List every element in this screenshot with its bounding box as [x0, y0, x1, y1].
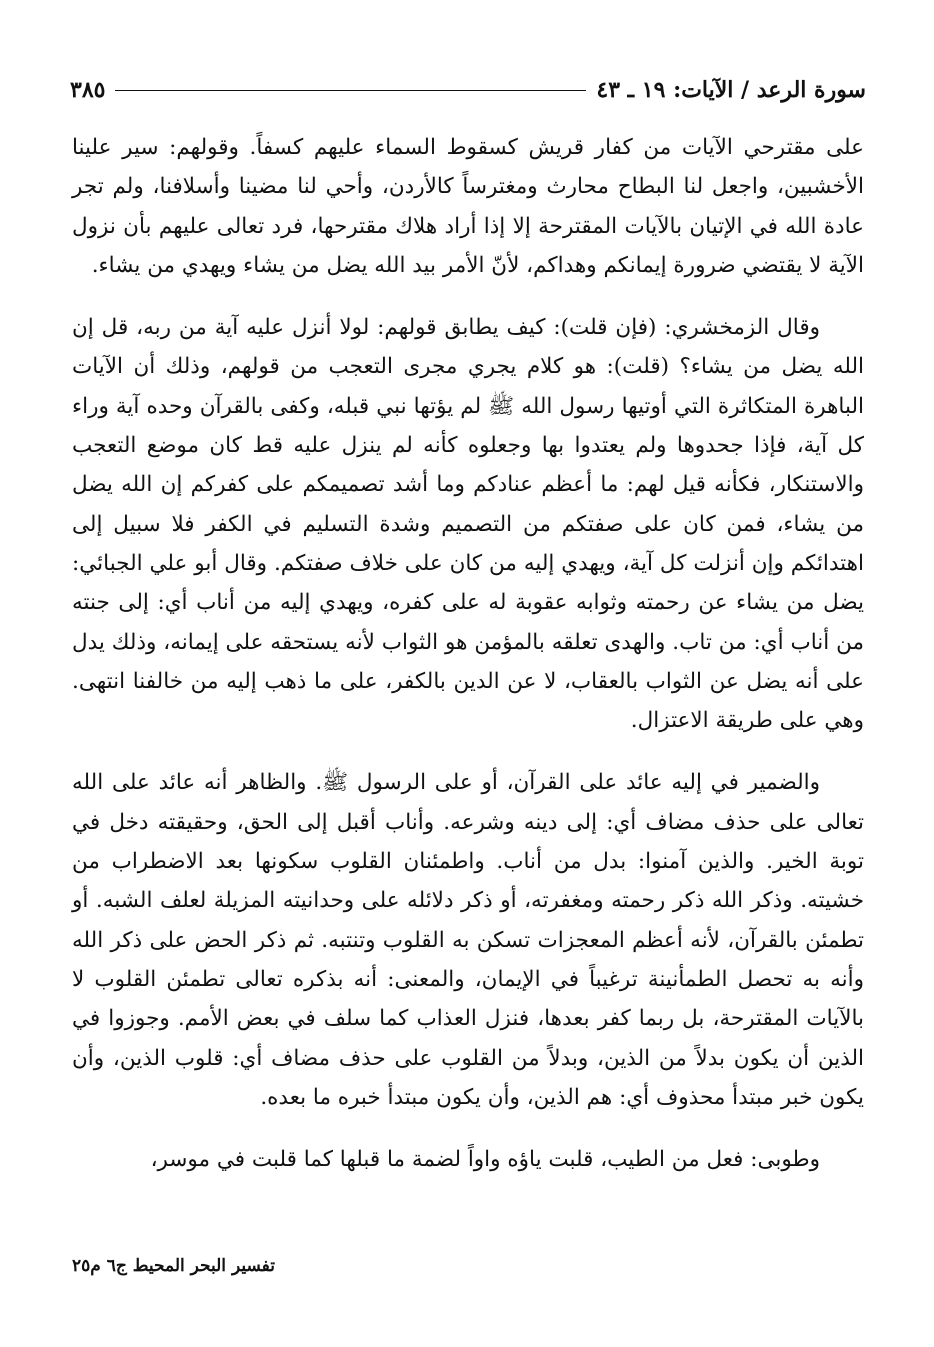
chapter-title: سورة الرعد / الآيات: ١٩ ـ ٤٣ [596, 77, 866, 103]
header-rule [115, 90, 586, 91]
main-text [72, 128, 864, 1202]
running-header [70, 70, 866, 110]
paragraph-4: وطوبى: فعل من الطيب، قلبت ياؤه واواً لضمة ما قبلها كما قلبت في موسر، [150, 1147, 820, 1173]
signature-mark: تفسير البحر المحيط ج٦ م٢٥ [72, 1256, 275, 1276]
paragraph-3: والضمير في إليه عائد على القرآن، أو على الرسول ﷺ. والظاهر أنه عائد على الله تعالى على حذف مضاف أي: إلى دينه وشرعه. وأناب أقبل إلى الحق، وحقيقته دخل في توبة الخير. والذين آمنوا: بدل من أناب. واطمئنان القلوب سكونها بعد الاضطراب من خشيته. وذكر الله ذكر رحمته ومغفرته، أو ذكر دلائله على وحدانيته المزيلة لعلف الشبه. أو تطمئن بالقرآن، لأنه أعظم المعجزات تسكن به القلوب وتنتبه. ثم ذكر الحض على ذكر الله وأنه به تحصل الطمأنينة ترغيباً في الإيمان، والمعنى: أنه بذكره تعالى تطمئن القلوب لا بالآيات المقترحة، بل ربما كفر بعدها، فنزل العذاب كما سلف في بعض الأمم. وجوزوا في الذين أن يكون بدلاً من الذين، وبدلاً من القلوب على حذف مضاف أي: قلوب الذين، وأن يكون خبر مبتدأ محذوف أي: هم الذين، وأن يكون مبتدأ خبره ما بعده. [72, 770, 864, 1110]
page-number: ٣٨٥ [70, 77, 106, 103]
paragraph-1: على مقترحي الآيات من كفار قريش كسقوط السماء عليهم كسفاً. وقولهم: سير علينا الأخشبين، واجعل لنا البطاح محارث ومغترساً كالأردن، وأحي لنا مضينا وأسلافنا، ولم تجر عادة الله في الإتيان بالآيات المقترحة إلا إذا أراد هلاك مقترحها، فرد تعالى عليهم بأن نزول الآية لا يقتضي ضرورة إيمانكم وهداكم، لأنّ الأمر بيد الله يضل من يشاء ويهدي من يشاء. [72, 135, 864, 278]
paragraph-2: وقال الزمخشري: (فإن قلت): كيف يطابق قولهم: لولا أنزل عليه آية من ربه، قل إن الله يضل من يشاء؟ (قلت): هو كلام يجري مجرى التعجب من قولهم، وذلك أن الآيات الباهرة المتكاثرة التي أوتيها رسول الله ﷺ لم يؤتها نبي قبله، وكفى بالقرآن وحده آية وراء كل آية، فإذا جحدوها ولم يعتدوا بها وجعلوه كأنه لم ينزل عليه قط كان موضع التعجب والاستنكار، فكأنه قيل لهم: ما أعظم عنادكم وما أشد تصميمكم على كفركم إن الله يضل من يشاء، فمن كان على صفتكم من التصميم وشدة التسليم في الكفر فلا سبيل إلى اهتدائكم وإن أنزلت كل آية، ويهدي إليه من كان على خلاف صفتكم. وقال أبو علي الجبائي: يضل من يشاء عن رحمته وثوابه عقوبة له على كفره، ويهدي إليه من أناب أي: إلى جنته من أناب أي: من تاب. والهدى تعلقه بالمؤمن هو الثواب لأنه يستحقه على إيمانه، وذلك يدل على أنه يضل عن الثواب بالعقاب، لا عن الدين بالكفر، على ما ذهب إليه من خالفنا انتهى. وهي على طريقة الاعتزال. [72, 315, 864, 734]
